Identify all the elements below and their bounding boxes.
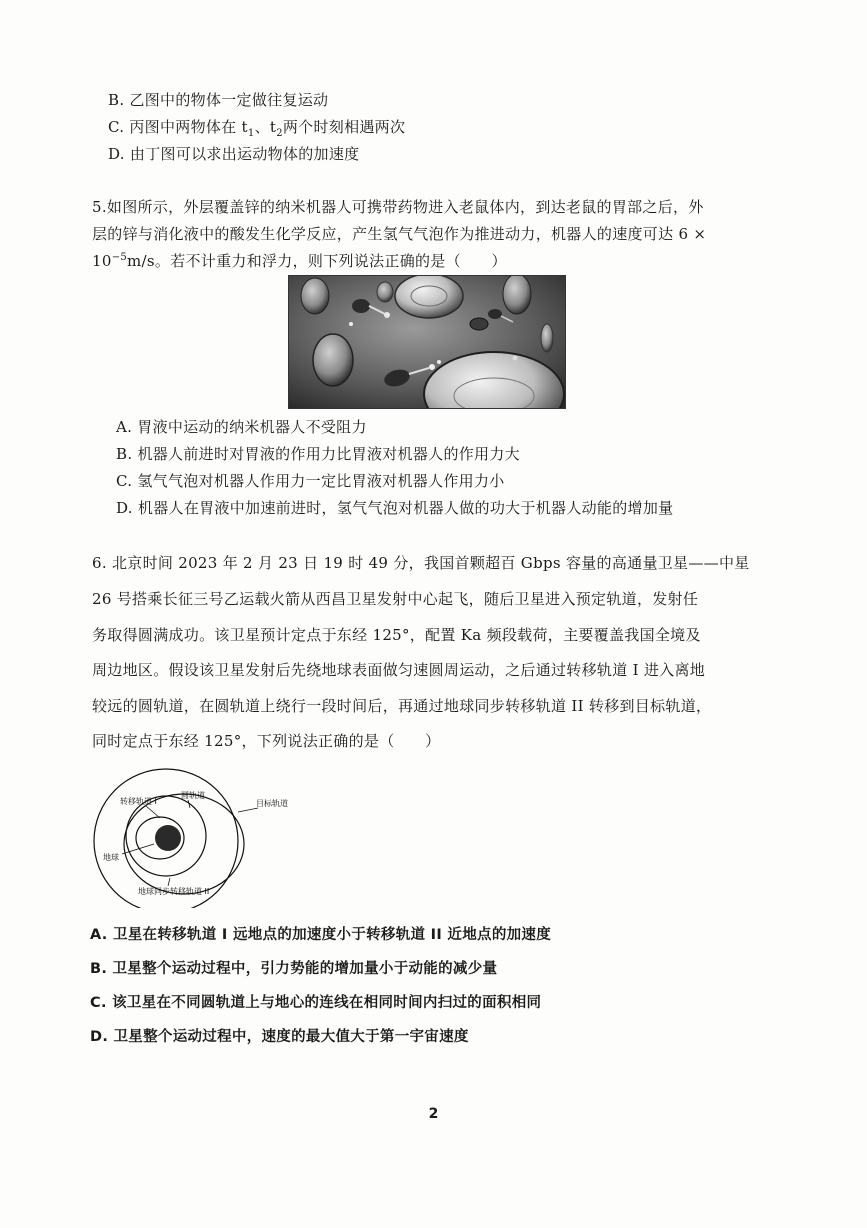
q5-option-a: A. 胃液中运动的纳米机器人不受阻力 xyxy=(116,418,367,436)
q4-option-c-mid: 、t xyxy=(254,118,277,136)
q6-option-b: B. 卫星整个运动过程中，引力势能的增加量小于动能的减少量 xyxy=(90,961,498,977)
q4-option-c xyxy=(108,117,405,137)
label-transfer-orbit-1: 转移轨道 I xyxy=(120,797,157,806)
q4-option-c-sub2: 2 xyxy=(276,128,283,139)
label-target-orbit: 目标轨道 xyxy=(256,799,288,808)
q6-stem-line-5: 较远的圆轨道，在圆轨道上绕行一段时间后，再通过地球同步转移轨道 II 转移到目标轨道， xyxy=(92,697,712,715)
q5-option-d: D. 机器人在胃液中加速前进时，氢气气泡对机器人做的功大于机器人动能的增加量 xyxy=(116,499,674,517)
orbit-diagram xyxy=(88,768,313,908)
q6-stem-line-3: 务取得圆满成功。该卫星预计定点于东经 125°，配置 Ka 频段载荷，主要覆盖我国全境及 xyxy=(92,626,701,644)
q5-stem-line-2: 层的锌与消化液中的酸发生化学反应，产生氢气气泡作为推进动力，机器人的速度可达 6 × xyxy=(92,225,707,243)
q6-stem-line-4: 周边地区。假设该卫星发射后先绕地球表面做匀速圆周运动，之后通过转移轨道 I 进入离地 xyxy=(92,661,706,679)
q5-speed-base: 10 xyxy=(92,252,112,270)
nanorobot-photo xyxy=(288,275,566,409)
q4-option-c-prefix: C. 丙图中两物体在 t xyxy=(108,118,248,136)
q6-option-d: D. 卫星整个运动过程中，速度的最大值大于第一宇宙速度 xyxy=(90,1029,469,1045)
q6-option-a: A. 卫星在转移轨道 I 远地点的加速度小于转移轨道 II 近地点的加速度 xyxy=(90,927,552,943)
label-earth: 地球 xyxy=(103,853,119,862)
q5-speed-exponent: −5 xyxy=(111,252,128,263)
q4-option-c-sub1: 1 xyxy=(247,128,255,139)
q4-option-d: D. 由丁图可以求出运动物体的加速度 xyxy=(108,145,360,163)
geo-transfer-orbit xyxy=(124,794,244,894)
q5-stem-line-3 xyxy=(92,251,507,271)
label-circular-orbit: 圆轨道 xyxy=(181,791,205,800)
q5-option-b: B. 机器人前进时对胃液的作用力比胃液对机器人的作用力大 xyxy=(116,445,520,463)
q6-stem-line-1: 6. 北京时间 2023 年 2 月 23 日 19 时 49 分，我国首颗超百 Gbps 容量的高通量卫星——中星 xyxy=(92,554,750,572)
q6-stem-line-6: 同时定点于东经 125°，下列说法正确的是（ ） xyxy=(92,732,441,750)
q4-option-c-suffix: 两个时刻相遇两次 xyxy=(282,118,406,136)
q5-option-c: C. 氢气气泡对机器人作用力一定比胃液对机器人作用力小 xyxy=(116,472,505,490)
earth-icon xyxy=(155,825,181,851)
q4-option-b: B. 乙图中的物体一定做往复运动 xyxy=(108,91,329,109)
q5-stem-line-1: 5.如图所示，外层覆盖锌的纳米机器人可携带药物进入老鼠体内，到达老鼠的胃部之后，外 xyxy=(92,198,704,216)
nanorobot-photo-graphic xyxy=(289,276,565,408)
q5-stem-line-3-rest: m/s。若不计重力和浮力，则下列说法正确的是（ ） xyxy=(127,252,507,270)
page-number: 2 xyxy=(428,1106,439,1122)
q6-option-c: C. 该卫星在不同圆轨道上与地心的连线在相同时间内扫过的面积相同 xyxy=(90,995,542,1011)
q6-stem-line-2: 26 号搭乘长征三号乙运载火箭从西昌卫星发射中心起飞，随后卫星进入预定轨道，发射任 xyxy=(92,590,699,608)
label-geo-transfer-orbit-2: 地球同步转移轨道 II xyxy=(138,887,210,896)
